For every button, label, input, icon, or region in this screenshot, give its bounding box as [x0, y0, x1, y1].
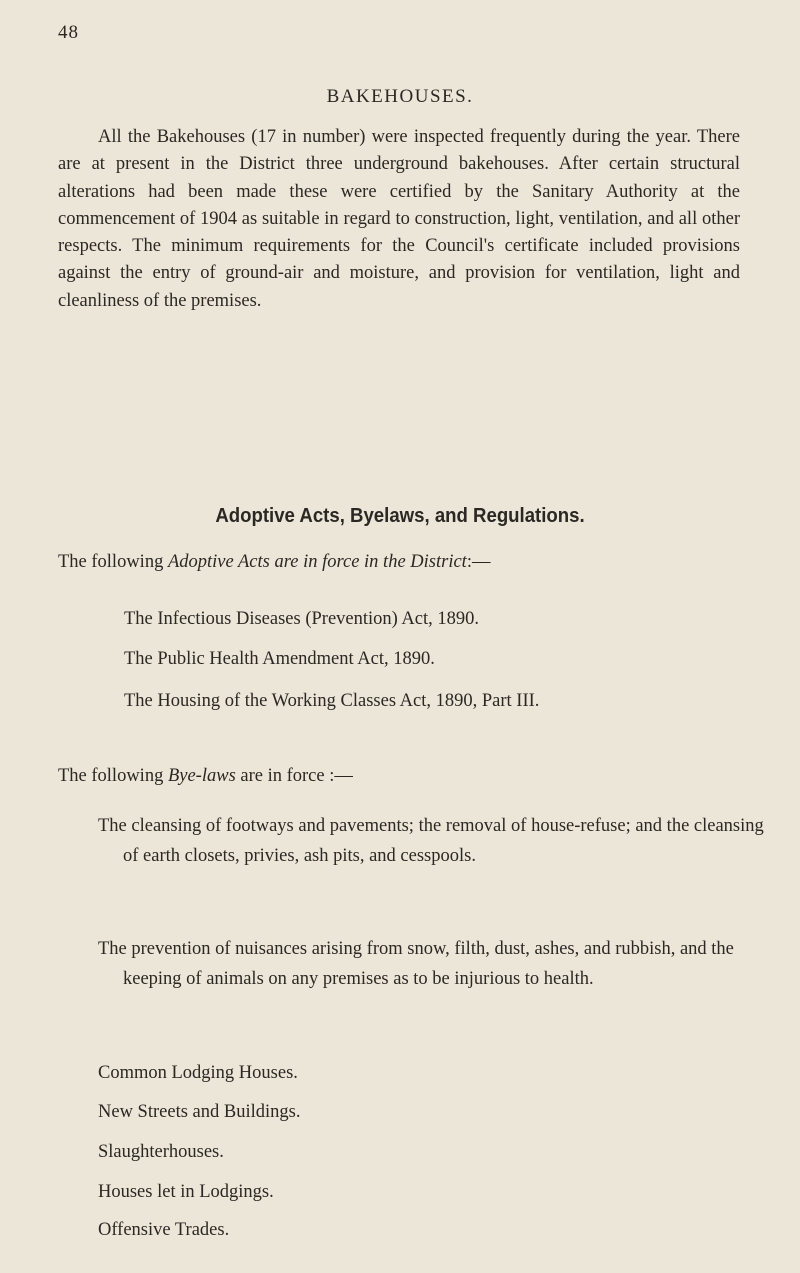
list-item: Houses let in Lodgings. — [98, 1182, 274, 1202]
section-title-bakehouses: BAKEHOUSES. — [326, 86, 474, 107]
intro-suffix: :— — [466, 552, 491, 572]
list-item: New Streets and Buildings. — [98, 1102, 301, 1122]
section-heading-adoptive-acts: Adoptive Acts, Byelaws, and Regulations. — [215, 505, 585, 527]
intro-prefix: The following — [58, 552, 168, 572]
list-item: The prevention of nuisances arising from snow, filth, dust, ashes, and rubbish, and the keeping of animals on any premises as to be injurious to health. — [98, 939, 734, 989]
intro-suffix: are in force :— — [235, 766, 353, 786]
list-item: The Infectious Diseases (Prevention) Act, 1890. — [124, 609, 480, 629]
intro-italic: Bye-laws — [167, 766, 236, 786]
byelaws-intro — [58, 766, 353, 787]
intro-prefix: The following — [58, 766, 168, 786]
list-item: The Housing of the Working Classes Act, 1890, Part III. — [124, 691, 540, 711]
list-item: Slaughterhouses. — [98, 1142, 224, 1162]
adoptive-acts-intro — [58, 552, 490, 573]
bakehouses-paragraph: All the Bakehouses (17 in number) were inspected frequently during the year. There are at present in the District three underground bakehouses. After certain structural alterations had been made these were certified by the Sanitary Authority at the commencement of 1904 as suitable in regard to construction, light, ventilation, and all other respects. The minimum requirements for the Council's certificate included provisions against the entry of ground-air and moisture, and provision for ventilation, light and cleanliness of the premises. — [58, 127, 740, 311]
list-item: The Public Health Amendment Act, 1890. — [124, 649, 435, 669]
list-item: Common Lodging Houses. — [98, 1063, 298, 1083]
page-number: 48 — [58, 22, 79, 43]
intro-italic: Adoptive Acts are in force in the District — [167, 552, 467, 572]
list-item: The cleansing of footways and pavements; the removal of house-refuse; and the cleansing of earth closets, privies, ash pits, and cesspools. — [98, 816, 764, 866]
list-item: Offensive Trades. — [98, 1220, 230, 1240]
